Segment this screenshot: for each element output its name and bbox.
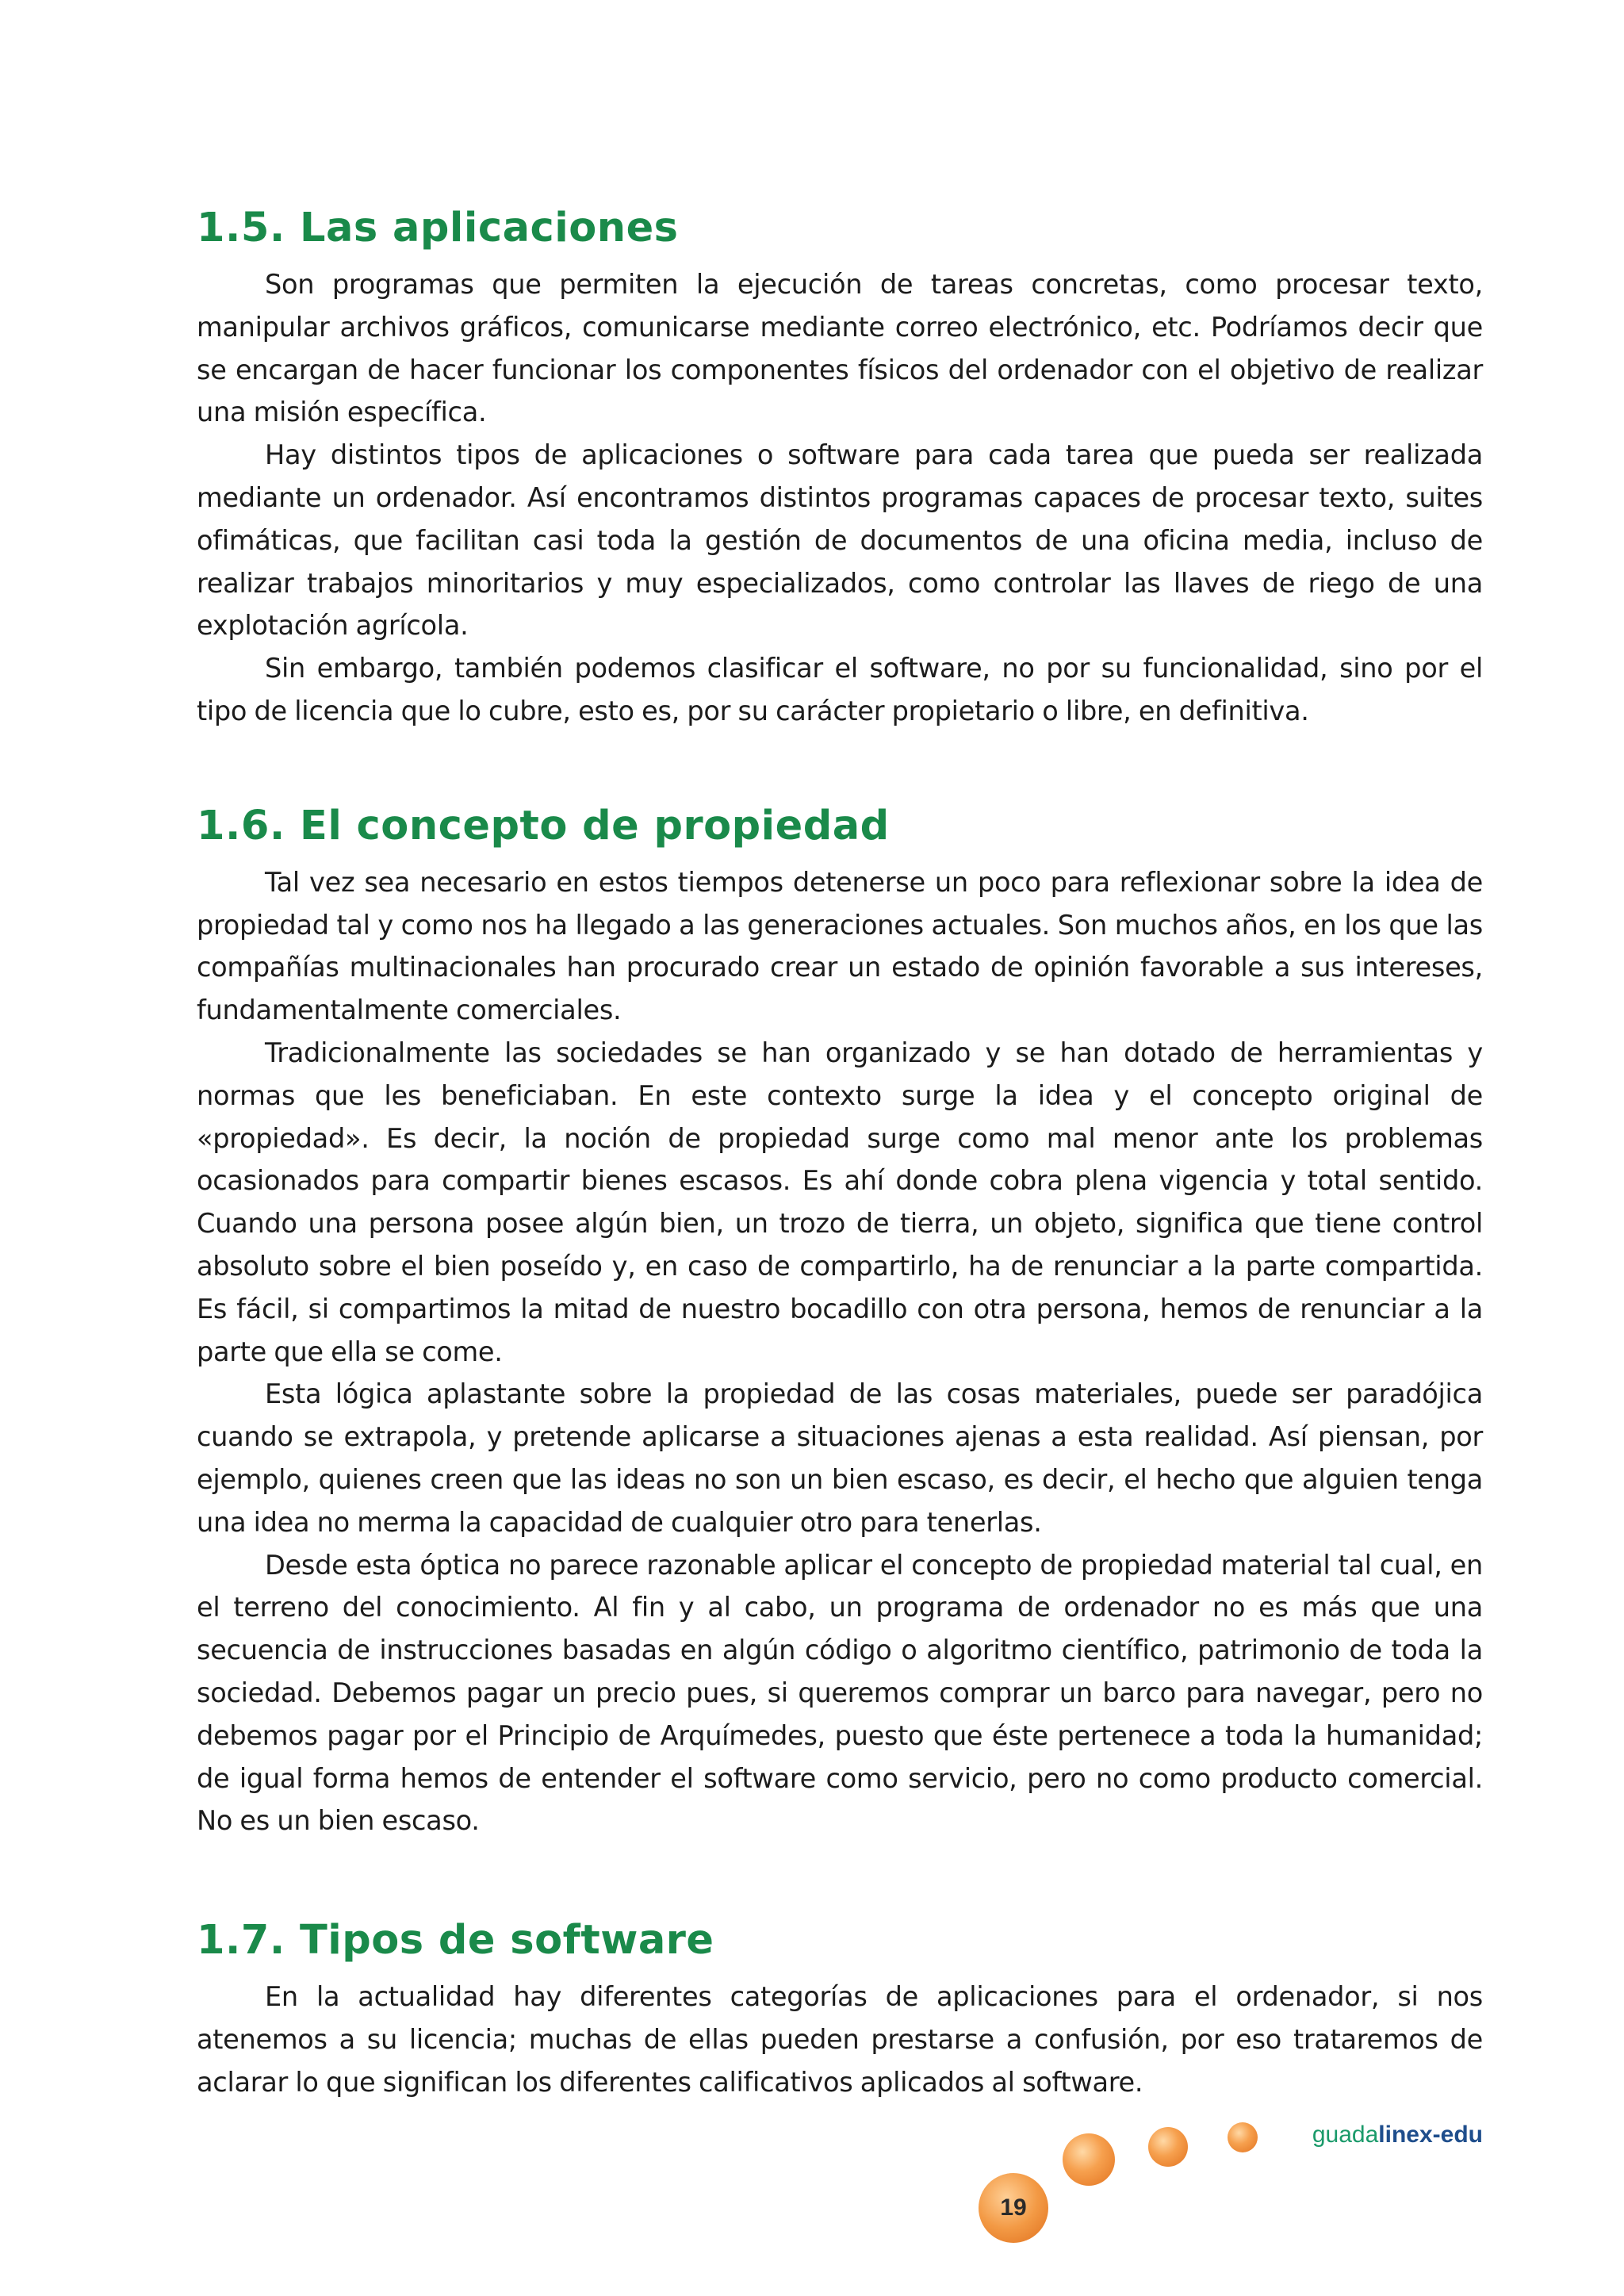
section-spacer — [197, 733, 1483, 795]
page-content — [197, 197, 1483, 2103]
section-title: 1.5. Las aplicaciones — [197, 205, 679, 251]
decorative-ball-icon — [1148, 2127, 1188, 2167]
section-tipos-software — [197, 1909, 1483, 2103]
section-title: 1.6. El concepto de propiedad — [197, 802, 890, 849]
section-title: 1.7. Tipos de software — [197, 1917, 714, 1964]
brand-text-linex: linex-edu — [1378, 2122, 1483, 2148]
brand-logo — [1312, 2119, 1483, 2151]
paragraph: Son programas que permiten la ejecución de tareas concretas, como procesar texto, manipular archivos gráficos, comunicarse mediante correo electrónico, etc. Podríamos decir que se encargan de hacer funcionar los componentes físicos del ordenador con el objetivo de realizar una misión específica. — [197, 269, 1483, 428]
paragraph: Tradicionalmente las sociedades se han organizado y se han dotado de herramientas y normas que les beneficiaban. En este contexto surge la idea y el concepto original de «propiedad». Es decir, la noción de propiedad surge como mal menor ante los problemas ocasionados para compartir bienes escasos. Es ahí donde cobra plena vigencia y total sentido. Cuando una persona posee algún bien, un trozo de tierra, un objeto, significa que tiene control absoluto sobre el bien poseído y, en caso de compartirlo, ha de renunciar a la parte compartida. Es fácil, si compartimos la mitad de nuestro bocadillo con otra persona, hemos de renunciar a la parte que ella se come. — [197, 1037, 1483, 1367]
section-spacer — [197, 1842, 1483, 1909]
paragraph: Tal vez sea necesario en estos tiempos detenerse un poco para reflexionar sobre la idea de propiedad tal y como nos ha llegado a las generaciones actuales. Son muchos años, en los que las compañías multinacionales han procurado crear un estado de opinión favorable a sus intereses, fundamentalmente comerciales. — [197, 866, 1483, 1026]
brand-text-guada: guada — [1312, 2122, 1379, 2148]
section-propiedad — [197, 795, 1483, 1842]
paragraph: Hay distintos tipos de aplicaciones o software para cada tarea que pueda ser realizada mediante un ordenador. Así encontramos distintos programas capaces de procesar texto, suites ofimáticas, que facilitan casi toda la gestión de documentos de una oficina media, incluso de realizar trabajos minoritarios y muy especializados, como controlar las llaves de riego de una explotación agrícola. — [197, 439, 1483, 642]
decorative-ball-icon — [1063, 2133, 1115, 2186]
section-aplicaciones — [197, 197, 1483, 733]
paragraph: Esta lógica aplastante sobre la propiedad de las cosas materiales, puede ser paradójica cuando se extrapola, y pretende aplicarse a situaciones ajenas a esta realidad. Así piensan, por ejemplo, quienes creen que las ideas no son un bien escaso, es decir, el hecho que alguien tenga una idea no merma la capacidad de cualquier otro para tenerlas. — [197, 1378, 1483, 1538]
decorative-ball-icon — [1228, 2122, 1258, 2152]
paragraph: Desde esta óptica no parece razonable aplicar el concepto de propiedad material tal cual, en el terreno del conocimiento. Al fin y al cabo, un programa de ordenador no es más que una secuencia de instrucciones basadas en algún código o algoritmo científico, patrimonio de toda la sociedad. Debemos pagar un precio pues, si queremos comprar un barco para navegar, pero no debemos pagar por el Principio de Arquímedes, puesto que éste pertenece a toda la humanidad; de igual forma hemos de entender el software como servicio, pero no como producto comercial. No es un bien escaso. — [197, 1549, 1483, 1837]
page-number: 19 — [1000, 2194, 1027, 2221]
paragraph: En la actualidad hay diferentes categorías de aplicaciones para el ordenador, si nos atenemos a su licencia; muchas de ellas pueden prestarse a confusión, por eso trataremos de aclarar lo que significan los diferentes calificativos aplicados al software. — [197, 1981, 1483, 2098]
paragraph: Sin embargo, también podemos clasificar el software, no por su funcionalidad, sino por el tipo de licencia que lo cubre, esto es, por su carácter propietario o libre, en definitiva. — [197, 653, 1483, 726]
page-number-badge — [979, 2173, 1048, 2243]
